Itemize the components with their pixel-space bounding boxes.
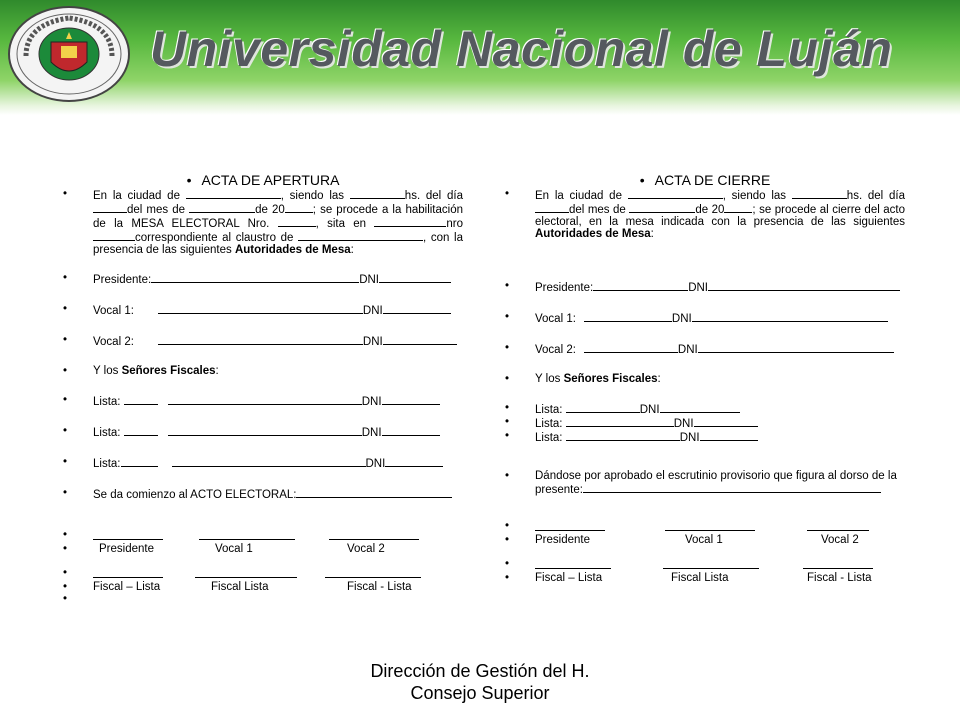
blank-line[interactable] — [708, 280, 900, 291]
blank-line[interactable] — [285, 202, 313, 213]
label: Presidente: — [93, 274, 152, 286]
acta-apertura-heading — [63, 172, 463, 188]
text: ; se procede a la habilitación de la MESA ELECTORAL Nro. — [93, 204, 463, 230]
text: : — [350, 244, 354, 256]
blank-line[interactable] — [583, 482, 881, 493]
empty-bullet — [63, 593, 463, 605]
lista-row — [63, 456, 463, 470]
sig-label: Fiscal Lista — [211, 581, 269, 593]
lista-row — [63, 425, 463, 439]
autoridades-label: Autoridades de Mesa — [535, 228, 651, 240]
sig-label: Vocal 1 — [685, 534, 723, 546]
fiscales-label: Señores Fiscales — [563, 373, 658, 385]
lista-row — [505, 416, 905, 430]
text: , siendo las — [722, 190, 787, 202]
text: En la ciudad de — [93, 190, 180, 202]
blank-line[interactable] — [350, 188, 405, 199]
text: : — [215, 365, 219, 377]
acta-cierre-heading — [505, 172, 905, 188]
blank-line[interactable] — [724, 202, 752, 213]
aprobado-row — [505, 470, 905, 496]
dni-label: DNI — [361, 427, 382, 439]
university-title: Universidad Nacional de Luján — [150, 21, 893, 77]
blank-line[interactable] — [382, 425, 440, 436]
lista-row — [505, 402, 905, 416]
university-seal-logo — [6, 4, 132, 104]
text: correspondiente al claustro de — [135, 232, 294, 244]
label: Lista: — [535, 418, 563, 430]
comienzo-row — [63, 487, 463, 501]
text: , con la presencia de las siguientes — [93, 232, 463, 256]
acta-apertura-column — [63, 172, 463, 605]
blank-line[interactable] — [296, 487, 452, 498]
sig-label: Fiscal - Lista — [807, 572, 872, 584]
cierre-paragraph — [505, 188, 905, 240]
label: Presidente: — [535, 282, 594, 294]
blank-line[interactable] — [382, 394, 440, 405]
label: Se da comienzo al ACTO ELECTORAL: — [93, 489, 297, 501]
signature-labels-row — [63, 581, 463, 593]
label: Lista: — [93, 396, 121, 408]
dni-label: DNI — [365, 458, 386, 470]
blank-line[interactable] — [189, 202, 255, 213]
text: de 20 — [255, 204, 285, 216]
footer-line-2: Consejo Superior — [410, 683, 550, 703]
label: Vocal 2: — [93, 336, 134, 348]
signature-line[interactable] — [329, 529, 419, 540]
text: , siendo las — [280, 190, 345, 202]
blank-line[interactable] — [628, 188, 723, 199]
lista-row — [63, 394, 463, 408]
label: Vocal 2: — [535, 344, 576, 356]
dni-label: DNI — [673, 418, 694, 430]
blank-line[interactable] — [168, 394, 362, 405]
blank-line[interactable] — [124, 394, 158, 405]
blank-line[interactable] — [158, 334, 363, 345]
lista-row — [505, 430, 905, 444]
blank-line[interactable] — [694, 416, 758, 427]
signature-line[interactable] — [535, 558, 611, 569]
label: Lista: — [535, 404, 563, 416]
dni-label: DNI — [359, 274, 379, 286]
header-banner — [0, 0, 960, 115]
label: Dándose por aprobado el escrutinio provisorio que figura al dorso de la presente: — [535, 470, 897, 496]
dni-label: DNI — [362, 305, 383, 317]
fiscales-label: Señores Fiscales — [121, 365, 216, 377]
blank-line[interactable] — [383, 334, 457, 345]
sig-label: Presidente — [99, 543, 154, 555]
text: Y los — [93, 365, 122, 377]
blank-line[interactable] — [124, 425, 158, 436]
footer-line-1: Dirección de Gestión del H. — [370, 661, 590, 681]
signature-lines-row — [63, 529, 463, 543]
dni-label: DNI — [671, 313, 692, 325]
signature-line[interactable] — [807, 520, 869, 531]
text: nro — [446, 218, 464, 230]
signature-line[interactable] — [195, 567, 297, 578]
signature-line[interactable] — [199, 529, 295, 540]
vocal1-row — [505, 311, 905, 325]
signature-labels-row — [505, 572, 905, 584]
label: Vocal 1: — [93, 305, 134, 317]
sig-label: Vocal 1 — [215, 543, 253, 555]
presidente-row — [63, 272, 463, 286]
dni-label: DNI — [688, 282, 708, 294]
label: Lista: — [93, 427, 121, 439]
text: : — [657, 373, 661, 385]
text: ; se procede al cierre del acto electoral, en la mesa indicada con la presencia de las siguientes — [535, 204, 905, 228]
text: En la ciudad de — [535, 190, 622, 202]
blank-line[interactable] — [660, 402, 740, 413]
vocal2-row — [505, 342, 905, 356]
blank-line[interactable] — [692, 311, 888, 322]
blank-line[interactable] — [792, 188, 847, 199]
blank-line[interactable] — [383, 303, 451, 314]
signature-lines-row — [505, 520, 905, 534]
dni-label: DNI — [679, 432, 700, 444]
dni-label: DNI — [677, 344, 698, 356]
vocal1-row — [63, 303, 463, 317]
text: hs. del día — [404, 190, 463, 202]
text: del mes de — [569, 204, 626, 216]
sig-label: Presidente — [535, 534, 590, 546]
signature-lines-row — [63, 567, 463, 581]
blank-line[interactable] — [700, 430, 758, 441]
signature-lines-row — [505, 558, 905, 572]
blank-line[interactable] — [629, 202, 695, 213]
signature-line[interactable] — [535, 520, 605, 531]
blank-line[interactable] — [593, 280, 688, 291]
sig-label: Fiscal – Lista — [93, 581, 161, 593]
sig-label: Vocal 2 — [821, 534, 859, 546]
heading-text: ACTA DE CIERRE — [654, 172, 771, 188]
label: Lista: — [93, 458, 121, 470]
blank-line[interactable] — [379, 272, 451, 283]
sig-label: Vocal 2 — [347, 543, 385, 555]
acta-cierre-column — [505, 172, 905, 584]
blank-line[interactable] — [298, 230, 423, 241]
presidente-row — [505, 280, 905, 294]
blank-line[interactable] — [698, 342, 894, 353]
dni-label: DNI — [361, 396, 382, 408]
signature-line[interactable] — [663, 558, 759, 569]
signature-labels-row — [505, 534, 905, 546]
text: , sita en — [315, 218, 367, 230]
blank-line[interactable] — [158, 303, 363, 314]
blank-line[interactable] — [385, 456, 443, 467]
blank-line[interactable] — [566, 402, 640, 413]
sig-label: Fiscal - Lista — [347, 581, 412, 593]
signature-line[interactable] — [93, 529, 163, 540]
sig-label: Fiscal Lista — [671, 572, 729, 584]
fiscales-row — [505, 373, 905, 385]
dni-label: DNI — [362, 336, 383, 348]
blank-line[interactable] — [374, 216, 446, 227]
blank-line[interactable] — [566, 430, 680, 441]
text: : — [650, 228, 654, 240]
blank-line[interactable] — [535, 202, 569, 213]
fiscales-row — [63, 365, 463, 377]
label: Lista: — [535, 432, 563, 444]
signature-labels-row — [63, 543, 463, 555]
text: del mes de — [127, 204, 186, 216]
text: Y los — [535, 373, 564, 385]
blank-line[interactable] — [584, 311, 672, 322]
label: Vocal 1: — [535, 313, 576, 325]
sig-label: Fiscal – Lista — [535, 572, 603, 584]
blank-line[interactable] — [278, 216, 316, 227]
blank-line[interactable] — [93, 202, 127, 213]
heading-text: ACTA DE APERTURA — [201, 172, 340, 188]
signature-line[interactable] — [803, 558, 873, 569]
signature-line[interactable] — [93, 567, 163, 578]
blank-line[interactable] — [121, 456, 158, 467]
blank-line[interactable] — [151, 272, 359, 283]
autoridades-label: Autoridades de Mesa — [234, 244, 351, 256]
blank-line[interactable] — [566, 416, 674, 427]
text: de 20 — [695, 204, 725, 216]
signature-line[interactable] — [325, 567, 421, 578]
blank-line[interactable] — [93, 230, 135, 241]
text: hs. del día — [846, 190, 905, 202]
dni-label: DNI — [639, 404, 660, 416]
footer — [0, 660, 960, 704]
blank-line[interactable] — [168, 425, 362, 436]
blank-line[interactable] — [172, 456, 366, 467]
vocal2-row — [63, 334, 463, 348]
apertura-paragraph — [63, 188, 463, 256]
blank-line[interactable] — [584, 342, 678, 353]
signature-line[interactable] — [665, 520, 755, 531]
blank-line[interactable] — [186, 188, 281, 199]
